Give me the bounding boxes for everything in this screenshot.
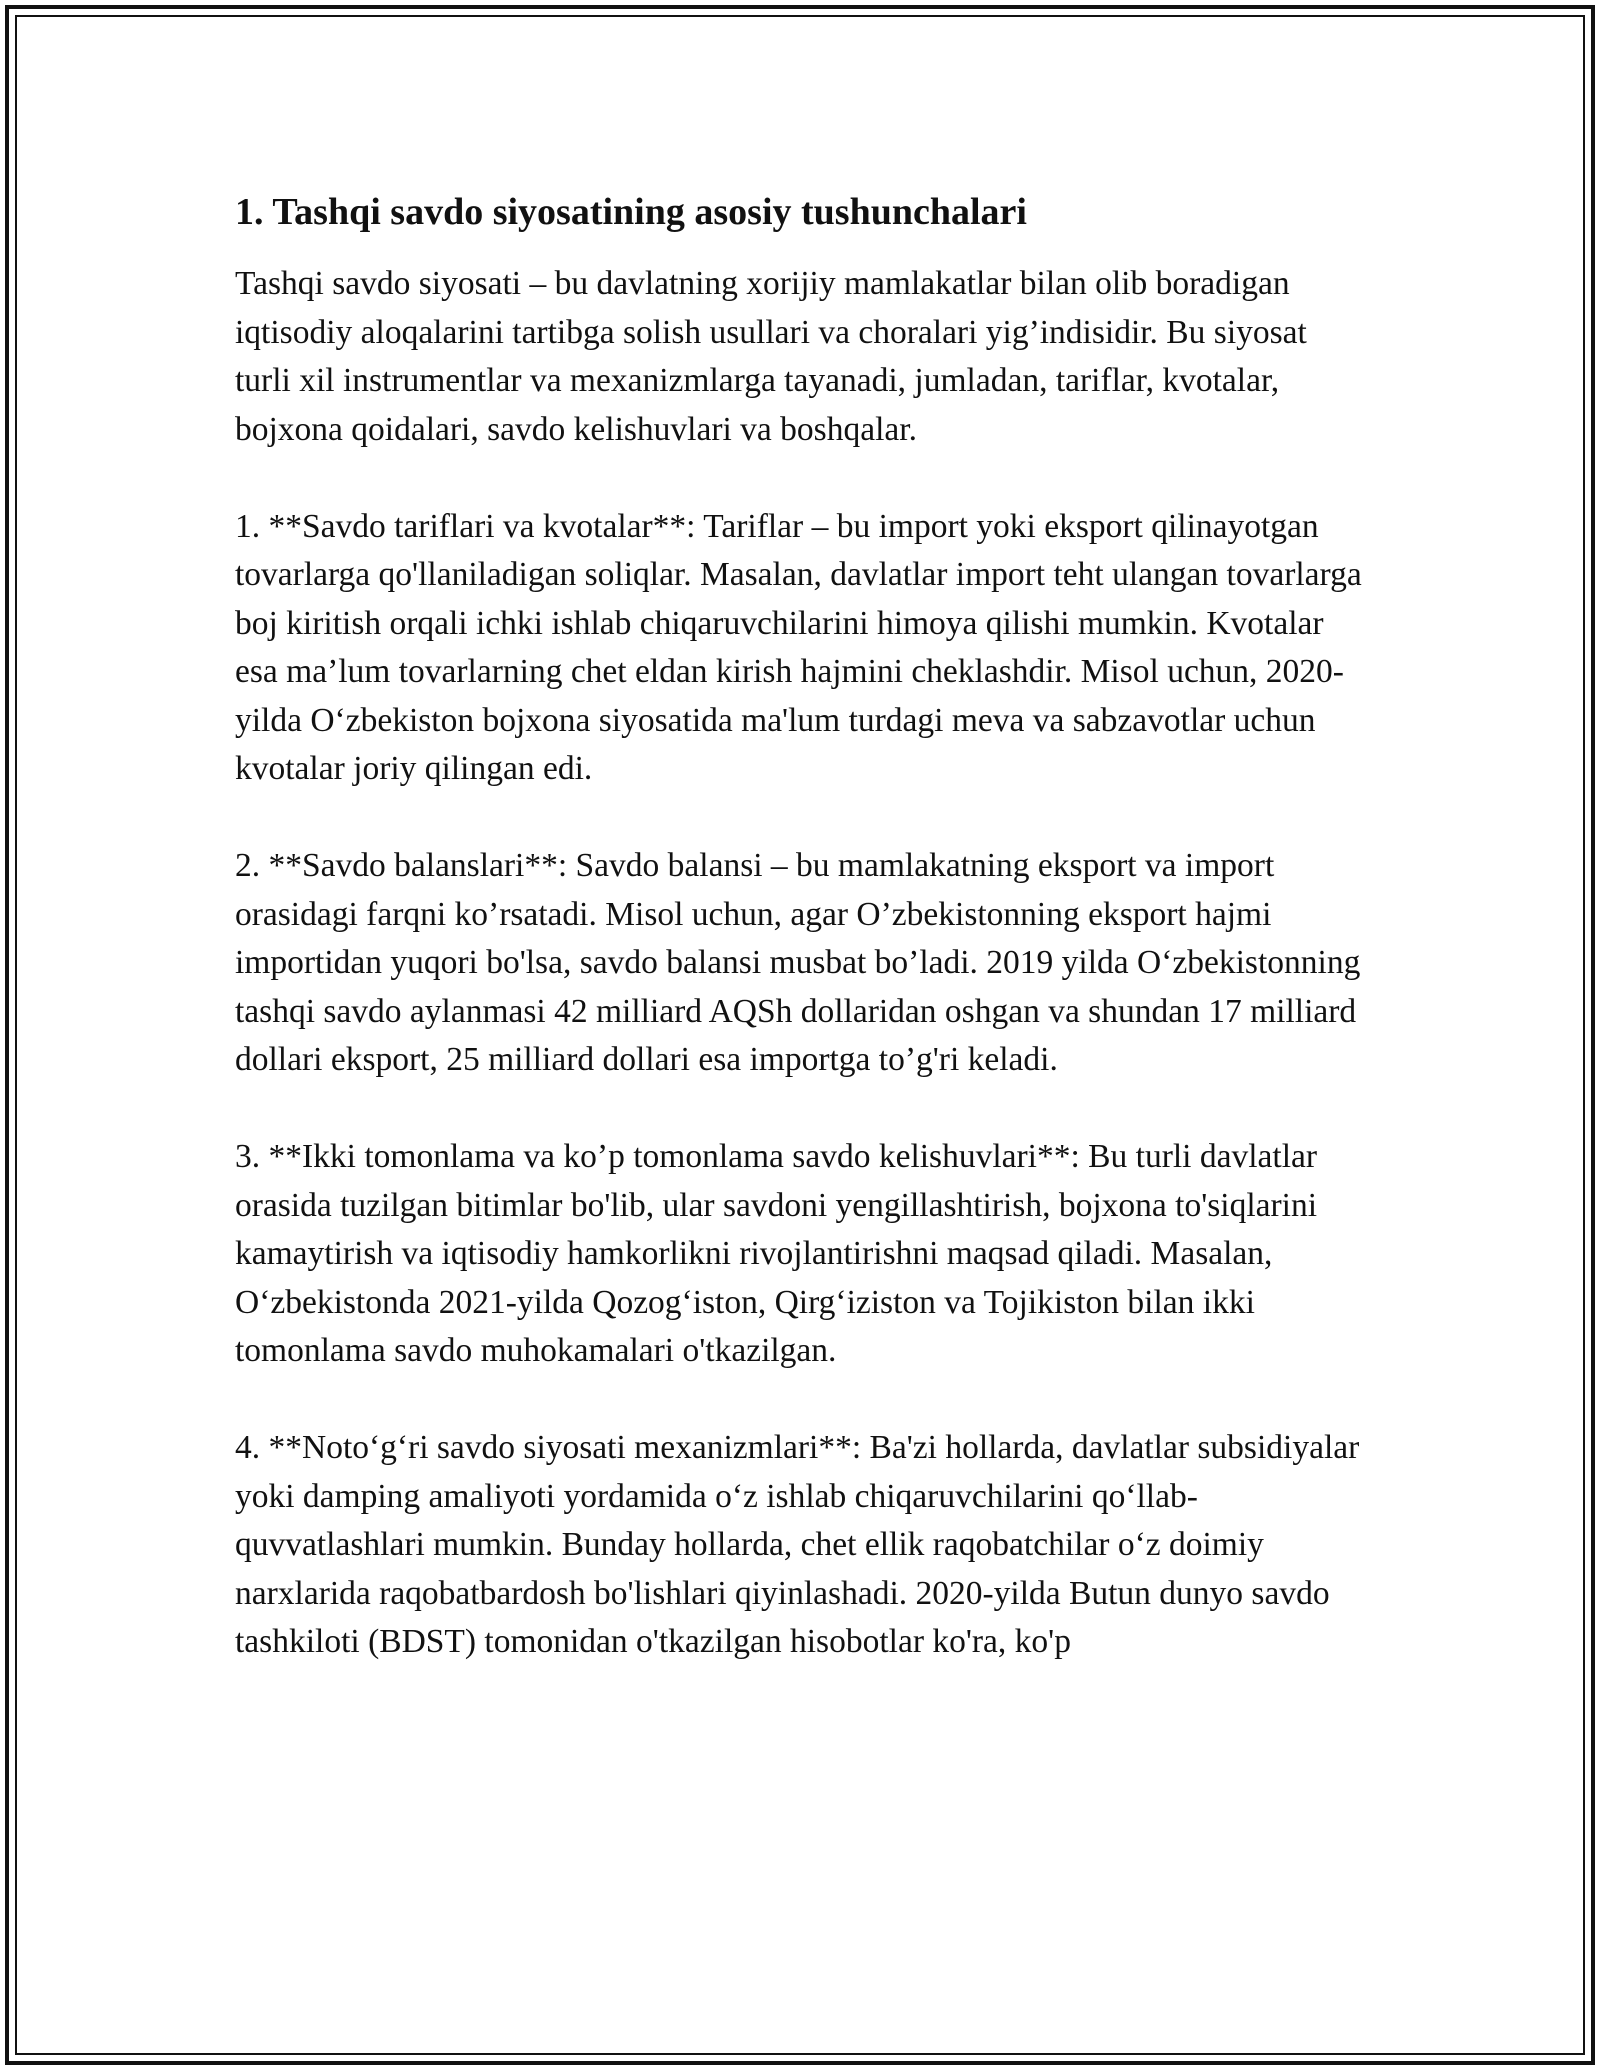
paragraph-tariffs-quotas: 1. **Savdo tariflari va kvotalar**: Tariflar – bu import yoki eksport qilinayotgan tovarlarga qo'llaniladigan soliqlar. Masalan, davlatlar import teht ulangan tovarlarga boj kiritish orqali ichki ishlab chiqaruvchilarini himoya qilishi mumkin. Kvotalar esa ma’lum tovarlarning chet eldan kirish hajmini cheklashdir. Misol uchun, 2020-yilda O‘zbekiston bojxona siyosatida ma'lum turdagi meva va sabzavotlar uchun kvotalar joriy qilingan edi.	[235, 507, 1362, 787]
document-body	[235, 188, 1365, 1715]
paragraph-trade-agreements: 3. **Ikki tomonlama va ko’p tomonlama savdo kelishuvlari**: Bu turli davlatlar orasida tuzilgan bitimlar bo'lib, ular savdoni yengillashtirish, bojxona to'siqlarini kamaytirish va iqtisodiy hamkorlikni rivojlantirishni maqsad qiladi. Masalan, O‘zbekistonda 2021-yilda Qozog‘iston, Qirg‘iziston va Tojikiston bilan ikki tomonlama savdo muhokamalari o'tkazilgan.	[235, 1138, 1318, 1369]
paragraph-unfair-mechanisms: 4. **Noto‘g‘ri savdo siyosati mexanizmlari**: Ba'zi hollarda, davlatlar subsidiyalar yoki damping amaliyoti yordamida o‘z ishlab chiqaruvchilarini qo‘llab-quvvatlashlari mumkin. Bunday hollarda, chet ellik raqobatchilar o‘z doimiy narxlarida raqobatbardosh bo'lishlari qiyinlashadi. 2020-yilda Butun dunyo savdo tashkiloti (BDST) tomonidan o'tkazilgan hisobotlar ko'ra, ko'p	[235, 1429, 1360, 1660]
paragraph-trade-balance: 2. **Savdo balanslari**: Savdo balansi – bu mamlakatning eksport va import orasidagi farqni ko’rsatadi. Misol uchun, agar O’zbekistonning eksport hajmi importidan yuqori bo'lsa, savdo balansi musbat bo’ladi. 2019 yilda O‘zbekistonning tashqi savdo aylanmasi 42 milliard AQSh dollaridan oshgan va shundan 17 milliard dollari eksport, 25 milliard dollari esa importga to’g'ri keladi.	[235, 847, 1361, 1078]
section-heading: 1. Tashqi savdo siyosatining asosiy tushunchalari	[235, 191, 1027, 233]
intro-paragraph: Tashqi savdo siyosati – bu davlatning xorijiy mamlakatlar bilan olib boradigan iqtisodiy aloqalarini tartibga solish usullari va choralari yig’indisidir. Bu siyosat turli xil instrumentlar va mexanizmlarga tayanadi, jumladan, tariflar, kvotalar, bojxona qoidalari, savdo kelishuvlari va boshqalar.	[235, 265, 1307, 448]
